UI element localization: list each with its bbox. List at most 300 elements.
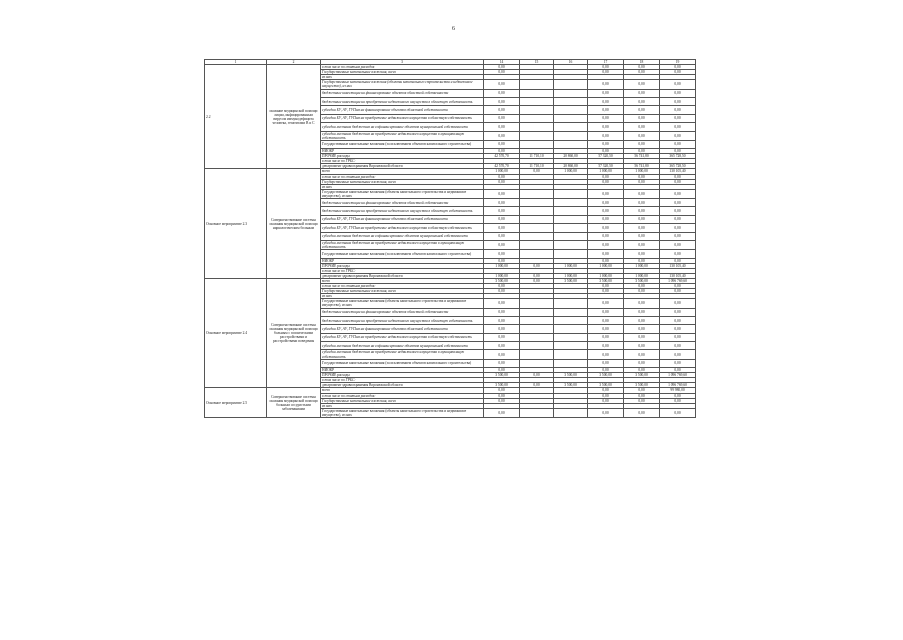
value-cell [520,123,554,131]
row-label: из них [321,75,484,80]
value-cell: 0,00 [588,325,624,333]
value-cell [554,199,588,207]
value-cell: 0,00 [588,149,624,154]
value-cell [554,308,588,316]
row-label: Государственные капитальные вложения (объекты капитального строительства и недвижимое имущество), из них [321,299,484,308]
measure-title: Совершенствование системы оказания медицинской помощи больным сосудистыми заболеваниями [267,388,321,418]
value-cell: 0,00 [660,299,696,308]
value-cell [554,250,588,258]
value-cell: 0,00 [588,333,624,341]
value-cell: 0,00 [624,207,660,215]
value-cell: 0,00 [624,149,660,154]
row-label: Государственные капитальные вложения (объекты капитального строительства и недвижимое имущество), из них [321,408,484,417]
value-cell: 0,00 [624,215,660,223]
row-label: субсидии БУ, АУ, ГУПам на финансирование объектов областной собственности [321,215,484,223]
value-cell: 0,00 [484,114,520,122]
value-cell: 0,00 [660,333,696,341]
value-cell: 0,00 [484,240,520,249]
value-cell: 0,00 [588,289,624,294]
row-label: из них [321,184,484,189]
value-cell: 0,00 [624,179,660,184]
value-cell: 0,00 [520,278,554,283]
value-cell [554,316,588,324]
measure-number: Основное мероприятие 2.3 [205,169,267,278]
value-cell: 0,00 [624,106,660,114]
value-cell [520,250,554,258]
value-cell: 0,00 [660,80,696,89]
row-label: в том числе по статьям расходов: [321,393,484,398]
value-cell: 0,00 [588,388,624,393]
value-cell: 0,00 [624,393,660,398]
row-label: из них [321,294,484,299]
value-cell: 0,00 [484,224,520,232]
value-cell: 0,00 [624,240,660,249]
row-label: всего [321,388,484,393]
value-cell: 0,00 [588,393,624,398]
row-label: субсидии местным бюджетам на софинансирование объектов муниципальной собственности [321,232,484,240]
value-cell: 0,00 [660,289,696,294]
value-cell: 0,00 [624,174,660,179]
row-label: Государственные капитальные вложения, всего [321,70,484,75]
row-label: Государственные капитальные вложения, всего [321,289,484,294]
row-label: НИОКР [321,368,484,373]
value-cell [520,114,554,122]
value-cell: 20 860,00 [554,164,588,169]
value-cell: 0,00 [624,316,660,324]
value-cell: 3 500,00 [554,383,588,388]
value-cell: 1 000,00 [588,169,624,174]
column-header: 14 [484,60,520,65]
value-cell: 0,00 [660,123,696,131]
column-header: 2 [267,60,321,65]
value-cell [554,215,588,223]
value-cell [554,408,588,417]
value-cell [520,80,554,89]
value-cell: 0,00 [624,359,660,367]
value-cell: 1 000,00 [554,273,588,278]
row-label: Государственные капитальные вложения (объекты капитального строительства и недвижимое имущество), из них [321,189,484,198]
value-cell: 20 860,00 [554,154,588,159]
value-cell: 1 000,00 [624,273,660,278]
value-cell: 3 500,00 [554,278,588,283]
value-cell: 0,00 [660,232,696,240]
value-cell [520,215,554,223]
column-header: 1 [205,60,267,65]
value-cell [520,325,554,333]
value-cell: 0,00 [588,179,624,184]
value-cell: 57 320,50 [588,154,624,159]
value-cell [554,140,588,148]
value-cell: 0,00 [588,207,624,215]
column-header: 18 [624,60,660,65]
value-cell [520,408,554,417]
value-cell [520,308,554,316]
value-cell: 0,00 [660,199,696,207]
value-cell: 0,00 [624,224,660,232]
row-label: Государственные капитальные вложения (за исключением объектов капитального строительства) [321,250,484,258]
value-cell: 0,00 [660,240,696,249]
row-label: субсидии БУ, АУ, ГУПам на финансирование объектов областной собственности [321,325,484,333]
value-cell: 0,00 [660,224,696,232]
measure-title: Совершенствование системы оказания медицинской помощи наркологическим больным [267,169,321,278]
column-header: 3 [321,60,484,65]
value-cell: 0,00 [624,189,660,198]
value-cell [520,316,554,324]
value-cell: 0,00 [660,368,696,373]
measure-number: 2.2 [205,65,267,169]
value-cell: 0,00 [660,250,696,258]
value-cell: 0,00 [624,284,660,289]
value-cell: 0,00 [624,308,660,316]
value-cell: 0,00 [588,80,624,89]
value-cell: 0,00 [484,316,520,324]
value-cell: 0,00 [588,258,624,263]
row-label: ПРОЧИЕ расходы [321,263,484,268]
value-cell: 1 000,00 [484,273,520,278]
value-cell: 0,00 [660,308,696,316]
value-cell: 0,00 [588,316,624,324]
value-cell: 0,00 [588,342,624,350]
value-cell: 0,00 [624,299,660,308]
value-cell: 0,00 [484,289,520,294]
value-cell: 0,00 [588,299,624,308]
column-header: 16 [554,60,588,65]
value-cell: 1 000,00 [624,169,660,174]
value-cell [554,224,588,232]
value-cell [554,97,588,105]
value-cell: 0,00 [484,123,520,131]
row-label: субсидии местным бюджетам на приобретение недвижимого имущества в муниципальную собственность [321,131,484,140]
row-label: в том числе по ГРБС: [321,159,484,164]
row-label: в том числе по статьям расходов [321,65,484,70]
row-label: бюджетные инвестиции на приобретение недвижимого имущества в областную собственность [321,207,484,215]
value-cell: 0,00 [660,325,696,333]
row-label: субсидии местным бюджетам на приобретение недвижимого имущества в муниципальную собственность [321,240,484,249]
value-cell: 0,00 [484,207,520,215]
row-label: субсидии БУ, АУ, ГУПам на приобретение недвижимого имущества в областную собственность [321,333,484,341]
row-label: в том числе по статьям расходов: [321,174,484,179]
value-cell: 0,00 [660,97,696,105]
value-cell [520,199,554,207]
value-cell: 0,00 [660,89,696,97]
value-cell: 0,00 [588,123,624,131]
value-cell [520,224,554,232]
value-cell: 0,00 [588,398,624,403]
row-label: бюджетные инвестиции на финансирование объектов областной собственности [321,308,484,316]
value-cell: 0,00 [624,368,660,373]
column-header: 15 [520,60,554,65]
value-cell [520,342,554,350]
value-cell: 0,00 [484,97,520,105]
value-cell [520,131,554,140]
value-cell [520,333,554,341]
value-cell: 56 741,80 [624,154,660,159]
value-cell [554,342,588,350]
value-cell: 130 105,40 [660,273,696,278]
value-cell: 56 741,80 [624,164,660,169]
value-cell: 0,00 [520,273,554,278]
value-cell: 99 980,00 [660,388,696,393]
value-cell [554,325,588,333]
row-label: субсидии БУ, АУ, ГУПам на финансирование объектов областной собственности [321,106,484,114]
value-cell: 3 500,00 [588,278,624,283]
value-cell: 0,00 [624,80,660,89]
value-cell: 0,00 [588,199,624,207]
row-label: Государственные капитальные вложения (объекты капитального строительства и недвижимое имущество), из них [321,80,484,89]
value-cell: 0,00 [660,114,696,122]
row-label: Государственные капитальные вложения (за исключением объектов капитального строительства) [321,359,484,367]
row-label: субсидии БУ, АУ, ГУПам на приобретение недвижимого имущества в областную собственность [321,224,484,232]
value-cell [520,232,554,240]
value-cell: 0,00 [588,174,624,179]
value-cell: 0,00 [660,284,696,289]
row-label: департамент здравоохранения Воронежской области [321,164,484,169]
value-cell: 1 000,00 [588,273,624,278]
value-cell: 0,00 [660,316,696,324]
value-cell: 0,00 [624,342,660,350]
value-cell: 0,00 [624,398,660,403]
value-cell: 0,00 [588,408,624,417]
value-cell: 0,00 [624,131,660,140]
value-cell: 0,00 [520,263,554,268]
value-cell: 3 500,00 [484,373,520,378]
value-cell: 0,00 [588,97,624,105]
column-header: 17 [588,60,624,65]
measure-title: Совершенствование системы оказания медицинской помощи больным с психическими расстройствами и расстройствами поведения [267,278,321,387]
value-cell: 1 096 769,60 [660,373,696,378]
value-cell: 0,00 [484,70,520,75]
value-cell: 130 105,40 [660,263,696,268]
value-cell [554,207,588,215]
value-cell: 3 500,00 [624,383,660,388]
value-cell: 0,00 [484,350,520,359]
value-cell: 0,00 [660,215,696,223]
value-cell: 0,00 [660,70,696,75]
value-cell: 3 500,00 [484,278,520,283]
row-label: ПРОЧИЕ расходы [321,154,484,159]
row-label: Государственные капитальные вложения, всего [321,179,484,184]
value-cell [520,89,554,97]
value-cell: 0,00 [484,140,520,148]
row-label: бюджетные инвестиции на финансирование объектов областной собственности [321,89,484,97]
value-cell [520,97,554,105]
value-cell: 1 000,00 [554,263,588,268]
value-cell: 0,00 [660,258,696,263]
value-cell: 0,00 [660,174,696,179]
value-cell: 0,00 [520,383,554,388]
value-cell: 0,00 [660,398,696,403]
value-cell: 1 000,00 [624,263,660,268]
value-cell: 0,00 [624,350,660,359]
row-label: в том числе по ГРБС: [321,268,484,273]
value-cell: 1 000,00 [484,263,520,268]
row-label: в том числе по статьям расходов: [321,284,484,289]
value-cell: 365 728,50 [660,164,696,169]
value-cell: 0,00 [588,359,624,367]
value-cell [520,299,554,308]
value-cell: 0,00 [624,408,660,417]
row-label: субсидии местным бюджетам на приобретение недвижимого имущества в муниципальную собственность [321,350,484,359]
value-cell: 0,00 [624,123,660,131]
value-cell: 0,00 [484,284,520,289]
value-cell: 0,00 [624,89,660,97]
value-cell [554,299,588,308]
value-cell: 0,00 [624,140,660,148]
value-cell: 0,00 [624,325,660,333]
value-cell: 0,00 [624,65,660,70]
value-cell: 42 570,70 [484,154,520,159]
value-cell: 0,00 [484,215,520,223]
value-cell [520,207,554,215]
value-cell: 42 570,70 [484,164,520,169]
value-cell [520,350,554,359]
value-cell: 0,00 [484,342,520,350]
value-cell: 0,00 [588,308,624,316]
value-cell: 3 500,00 [624,278,660,283]
value-cell: 1 000,00 [588,263,624,268]
page-mark: 6 [452,26,455,32]
value-cell: 0,00 [484,80,520,89]
value-cell: 0,00 [484,299,520,308]
row-label: субсидии БУ, АУ, ГУПам на приобретение недвижимого имущества в областную собственность [321,114,484,122]
row-label: всего [321,278,484,283]
value-cell: 0,00 [484,308,520,316]
value-cell: 0,00 [484,359,520,367]
value-cell: 0,00 [588,250,624,258]
value-cell [554,106,588,114]
value-cell: 0,00 [660,65,696,70]
value-cell: 0,00 [624,199,660,207]
value-cell: 0,00 [660,189,696,198]
value-cell: 0,00 [588,224,624,232]
value-cell: 0,00 [588,284,624,289]
value-cell: 1 096 769,60 [660,278,696,283]
value-cell: 0,00 [484,179,520,184]
value-cell [554,123,588,131]
value-cell: 0,00 [484,199,520,207]
value-cell: 0,00 [588,140,624,148]
value-cell: 0,00 [660,350,696,359]
value-cell: 130 105,40 [660,169,696,174]
row-label: субсидии местным бюджетам на софинансирование объектов муниципальной собственности [321,123,484,131]
column-header: 19 [660,60,696,65]
value-cell: 0,00 [588,240,624,249]
value-cell: 0,00 [588,65,624,70]
row-label: департамент здравоохранения Воронежской области [321,273,484,278]
value-cell [554,80,588,89]
value-cell: 0,00 [484,232,520,240]
value-cell: 0,00 [484,393,520,398]
value-cell: 0,00 [660,106,696,114]
value-cell [554,89,588,97]
value-cell: 0,00 [484,258,520,263]
value-cell: 0,00 [624,388,660,393]
value-cell [554,114,588,122]
value-cell: 0,00 [624,289,660,294]
row-label: бюджетные инвестиции на финансирование объектов областной собственности [321,199,484,207]
value-cell: 0,00 [484,89,520,97]
budget-table [204,59,696,418]
value-cell: 0,00 [484,250,520,258]
measure-title: оказание медицинской помощи лицам, инфицированным вирусом иммунодефицита человека, гепатитами B и C [267,65,321,169]
value-cell [520,240,554,249]
row-label: департамент здравоохранения Воронежской области [321,383,484,388]
value-cell: 0,00 [624,232,660,240]
value-cell [554,240,588,249]
value-cell: 3 500,00 [588,373,624,378]
value-cell: 0,00 [660,359,696,367]
value-cell: 0,00 [588,114,624,122]
value-cell: 0,00 [484,131,520,140]
value-cell: 0,00 [588,106,624,114]
value-cell: 0,00 [588,368,624,373]
value-cell: 0,00 [660,393,696,398]
value-cell: 1 096 769,60 [660,383,696,388]
value-cell: 3 500,00 [588,383,624,388]
value-cell: 0,00 [660,408,696,417]
value-cell [520,189,554,198]
value-cell: 0,00 [660,179,696,184]
value-cell: 57 320,50 [588,164,624,169]
row-label: субсидии местным бюджетам на софинансирование объектов муниципальной собственности [321,342,484,350]
value-cell: 0,00 [660,149,696,154]
value-cell: 0,00 [660,131,696,140]
value-cell: 0,00 [484,189,520,198]
value-cell: 0,00 [588,232,624,240]
row-label: НИОКР [321,149,484,154]
value-cell: 0,00 [484,65,520,70]
row-label: Государственные капитальные вложения (за исключением объектов капитального строительства) [321,140,484,148]
value-cell: 0,00 [624,114,660,122]
row-label: в том числе по ГРБС: [321,378,484,383]
value-cell: 1 000,00 [484,169,520,174]
value-cell: 1 000,00 [554,169,588,174]
value-cell: 0,00 [520,373,554,378]
value-cell: 0,00 [484,325,520,333]
value-cell: 0,00 [660,342,696,350]
value-cell: 0,00 [660,140,696,148]
value-cell [520,106,554,114]
value-cell [520,140,554,148]
value-cell: 0,00 [484,408,520,417]
value-cell: 3 500,00 [624,373,660,378]
value-cell: 365 728,50 [660,154,696,159]
value-cell [520,359,554,367]
value-cell: 0,00 [624,70,660,75]
value-cell [554,359,588,367]
value-cell: 0,00 [588,70,624,75]
value-cell: 0,00 [484,368,520,373]
value-cell [554,333,588,341]
value-cell: 0,00 [588,189,624,198]
value-cell: 0,00 [624,258,660,263]
value-cell: 0,00 [624,333,660,341]
value-cell: 0,00 [588,215,624,223]
value-cell: 0,00 [588,350,624,359]
row-label: всего [321,169,484,174]
value-cell: 0,00 [484,174,520,179]
value-cell: 0,00 [484,398,520,403]
value-cell [554,232,588,240]
value-cell: 0,00 [624,97,660,105]
value-cell: 3 500,00 [554,373,588,378]
row-label: из них [321,403,484,408]
value-cell: 3 500,00 [484,383,520,388]
value-cell [554,189,588,198]
value-cell [554,131,588,140]
measure-number: Основное мероприятие 2.5 [205,388,267,418]
value-cell: 0,00 [484,333,520,341]
